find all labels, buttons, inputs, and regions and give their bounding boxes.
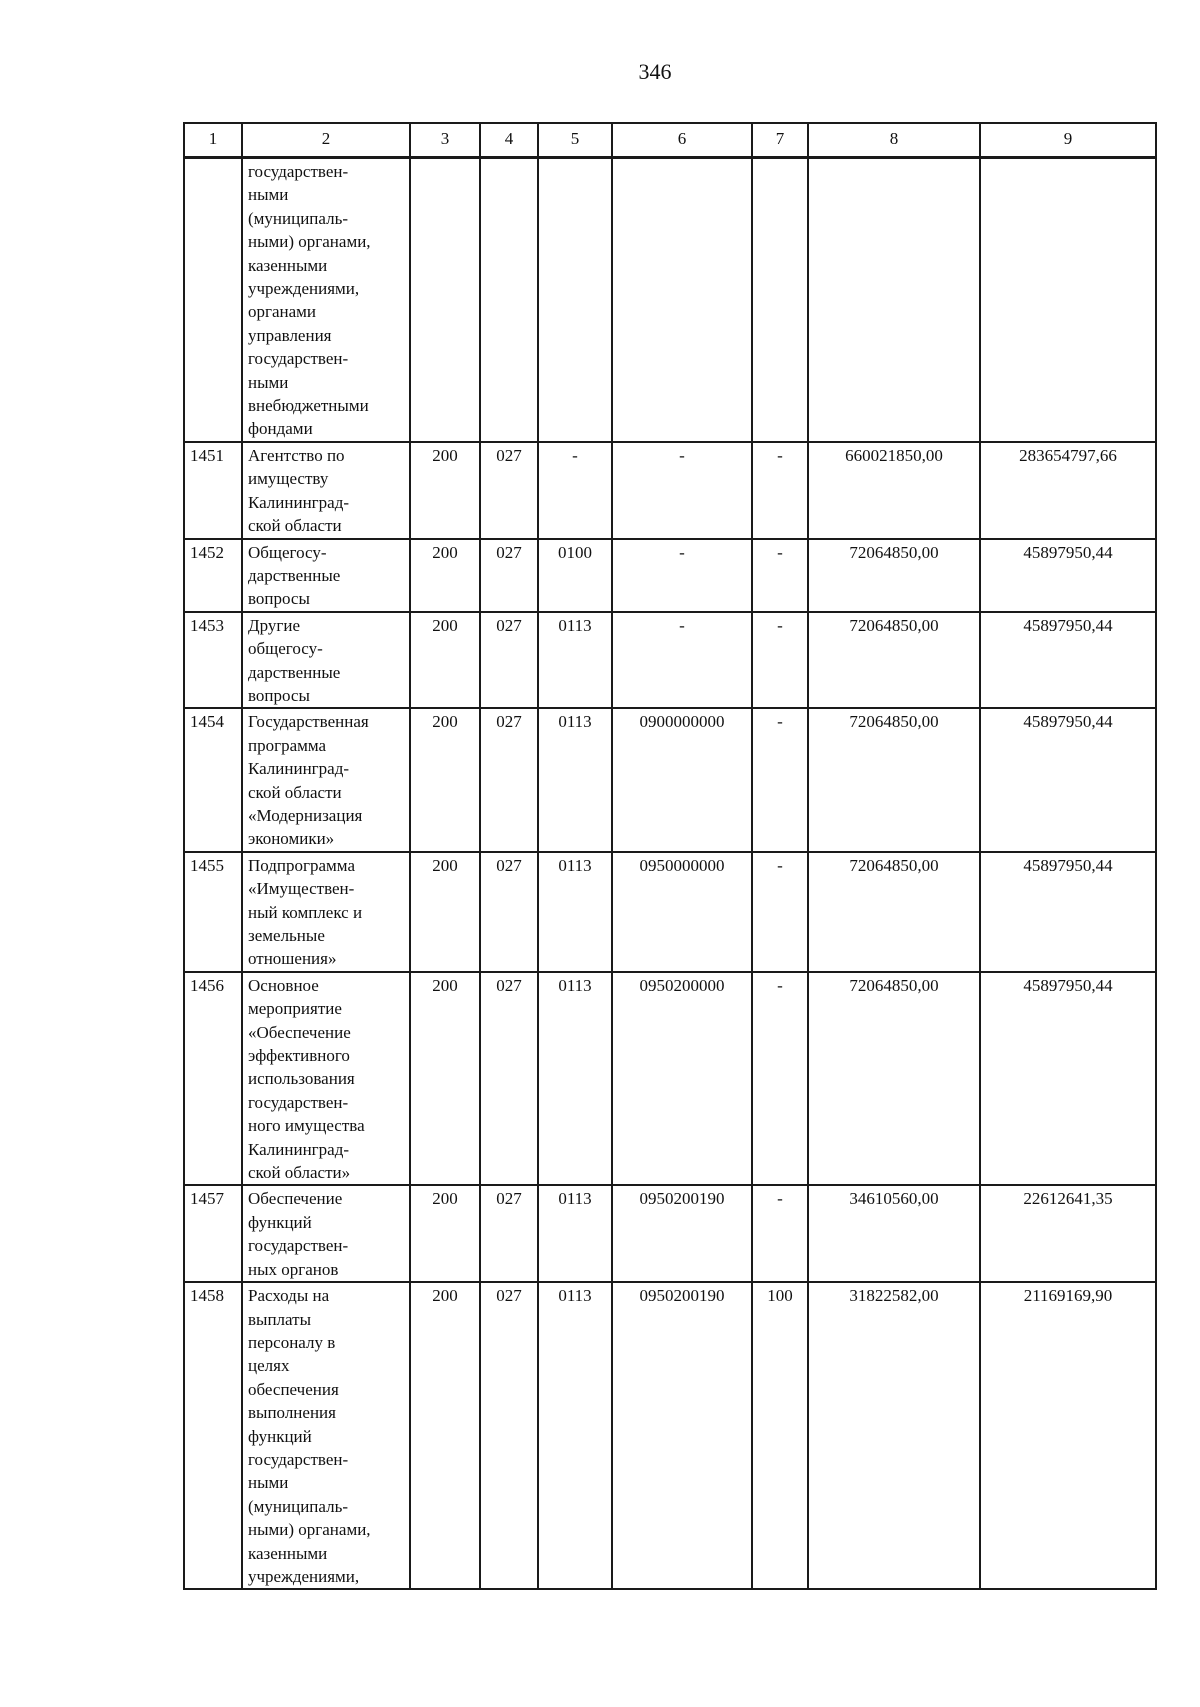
cell-col-8: 31822582,00 [808,1282,980,1589]
cell-col-8: 72064850,00 [808,539,980,612]
cell-col-9: 45897950,44 [980,972,1156,1186]
cell-col-6: 0900000000 [612,708,752,851]
cell-col-3: 200 [410,852,480,972]
cell-col-5: 0113 [538,972,612,1186]
column-header: 7 [752,123,808,158]
table-row [184,442,1156,539]
cell-col-3: 200 [410,708,480,851]
column-header: 5 [538,123,612,158]
row-name: Расходы на выплаты персоналу в целях обеспечения выполнения функций государствен- ными (муниципаль- ными) органами, казенными учреждениями, [242,1282,410,1589]
cell-col-9: 45897950,44 [980,539,1156,612]
cell-col-7 [752,158,808,442]
column-header: 1 [184,123,242,158]
cell-col-7: - [752,972,808,1186]
cell-col-7: - [752,539,808,612]
row-number: 1456 [184,972,242,1186]
cell-col-8 [808,158,980,442]
row-name: государствен- ными (муниципаль- ными) органами, казенными учреждениями, органами управления государствен- ными внебюджетными фондами [242,158,410,442]
cell-col-5: 0113 [538,708,612,851]
cell-col-7: - [752,442,808,539]
row-number [184,158,242,442]
cell-col-9: 45897950,44 [980,708,1156,851]
cell-col-4: 027 [480,972,538,1186]
cell-col-3: 200 [410,1282,480,1589]
budget-table [183,122,1157,1590]
cell-col-3: 200 [410,442,480,539]
cell-col-5 [538,158,612,442]
cell-col-3: 200 [410,539,480,612]
cell-col-7: - [752,612,808,709]
cell-col-6: - [612,612,752,709]
table-row [184,852,1156,972]
column-header: 3 [410,123,480,158]
cell-col-8: 34610560,00 [808,1185,980,1282]
page-number: 346 [638,59,672,84]
table-row [184,972,1156,1186]
cell-col-8: 72064850,00 [808,708,980,851]
cell-col-4: 027 [480,442,538,539]
cell-col-9: 45897950,44 [980,852,1156,972]
cell-col-7: 100 [752,1282,808,1589]
row-name: Другие общегосу- дарственные вопросы [242,612,410,709]
cell-col-8: 660021850,00 [808,442,980,539]
row-number: 1457 [184,1185,242,1282]
row-number: 1458 [184,1282,242,1589]
cell-col-5: - [538,442,612,539]
table-row [184,612,1156,709]
table-row [184,158,1156,442]
cell-col-9: 22612641,35 [980,1185,1156,1282]
table-row [184,1282,1156,1589]
row-number: 1451 [184,442,242,539]
cell-col-8: 72064850,00 [808,972,980,1186]
table-body [184,158,1156,1590]
row-name: Подпрограмма «Имуществен- ный комплекс и земельные отношения» [242,852,410,972]
cell-col-6: - [612,539,752,612]
cell-col-6: 0950000000 [612,852,752,972]
cell-col-4: 027 [480,852,538,972]
cell-col-6: - [612,442,752,539]
cell-col-6: 0950200000 [612,972,752,1186]
table-row [184,1185,1156,1282]
row-name: Государственная программа Калининград- ской области «Модернизация экономики» [242,708,410,851]
row-name: Основное мероприятие «Обеспечение эффективного использования государствен- ного имущества Калининград- ской области» [242,972,410,1186]
cell-col-3: 200 [410,972,480,1186]
cell-col-4 [480,158,538,442]
row-number: 1455 [184,852,242,972]
cell-col-5: 0100 [538,539,612,612]
cell-col-3 [410,158,480,442]
row-name: Обеспечение функций государствен- ных органов [242,1185,410,1282]
cell-col-3: 200 [410,1185,480,1282]
column-header: 8 [808,123,980,158]
row-number: 1452 [184,539,242,612]
cell-col-4: 027 [480,708,538,851]
column-header: 6 [612,123,752,158]
cell-col-4: 027 [480,612,538,709]
cell-col-7: - [752,852,808,972]
column-header: 9 [980,123,1156,158]
row-name: Общегосу- дарственные вопросы [242,539,410,612]
column-header: 2 [242,123,410,158]
cell-col-5: 0113 [538,852,612,972]
table-header-row [184,123,1156,158]
cell-col-9: 21169169,90 [980,1282,1156,1589]
cell-col-4: 027 [480,1185,538,1282]
cell-col-3: 200 [410,612,480,709]
cell-col-6 [612,158,752,442]
row-number: 1454 [184,708,242,851]
cell-col-5: 0113 [538,1282,612,1589]
row-name: Агентство по имуществу Калининград- ской области [242,442,410,539]
cell-col-8: 72064850,00 [808,852,980,972]
cell-col-6: 0950200190 [612,1282,752,1589]
cell-col-5: 0113 [538,1185,612,1282]
table-row [184,708,1156,851]
cell-col-7: - [752,708,808,851]
cell-col-4: 027 [480,1282,538,1589]
cell-col-7: - [752,1185,808,1282]
cell-col-9 [980,158,1156,442]
cell-col-9: 45897950,44 [980,612,1156,709]
table-row [184,539,1156,612]
cell-col-9: 283654797,66 [980,442,1156,539]
cell-col-8: 72064850,00 [808,612,980,709]
column-header: 4 [480,123,538,158]
cell-col-5: 0113 [538,612,612,709]
row-number: 1453 [184,612,242,709]
cell-col-6: 0950200190 [612,1185,752,1282]
cell-col-4: 027 [480,539,538,612]
